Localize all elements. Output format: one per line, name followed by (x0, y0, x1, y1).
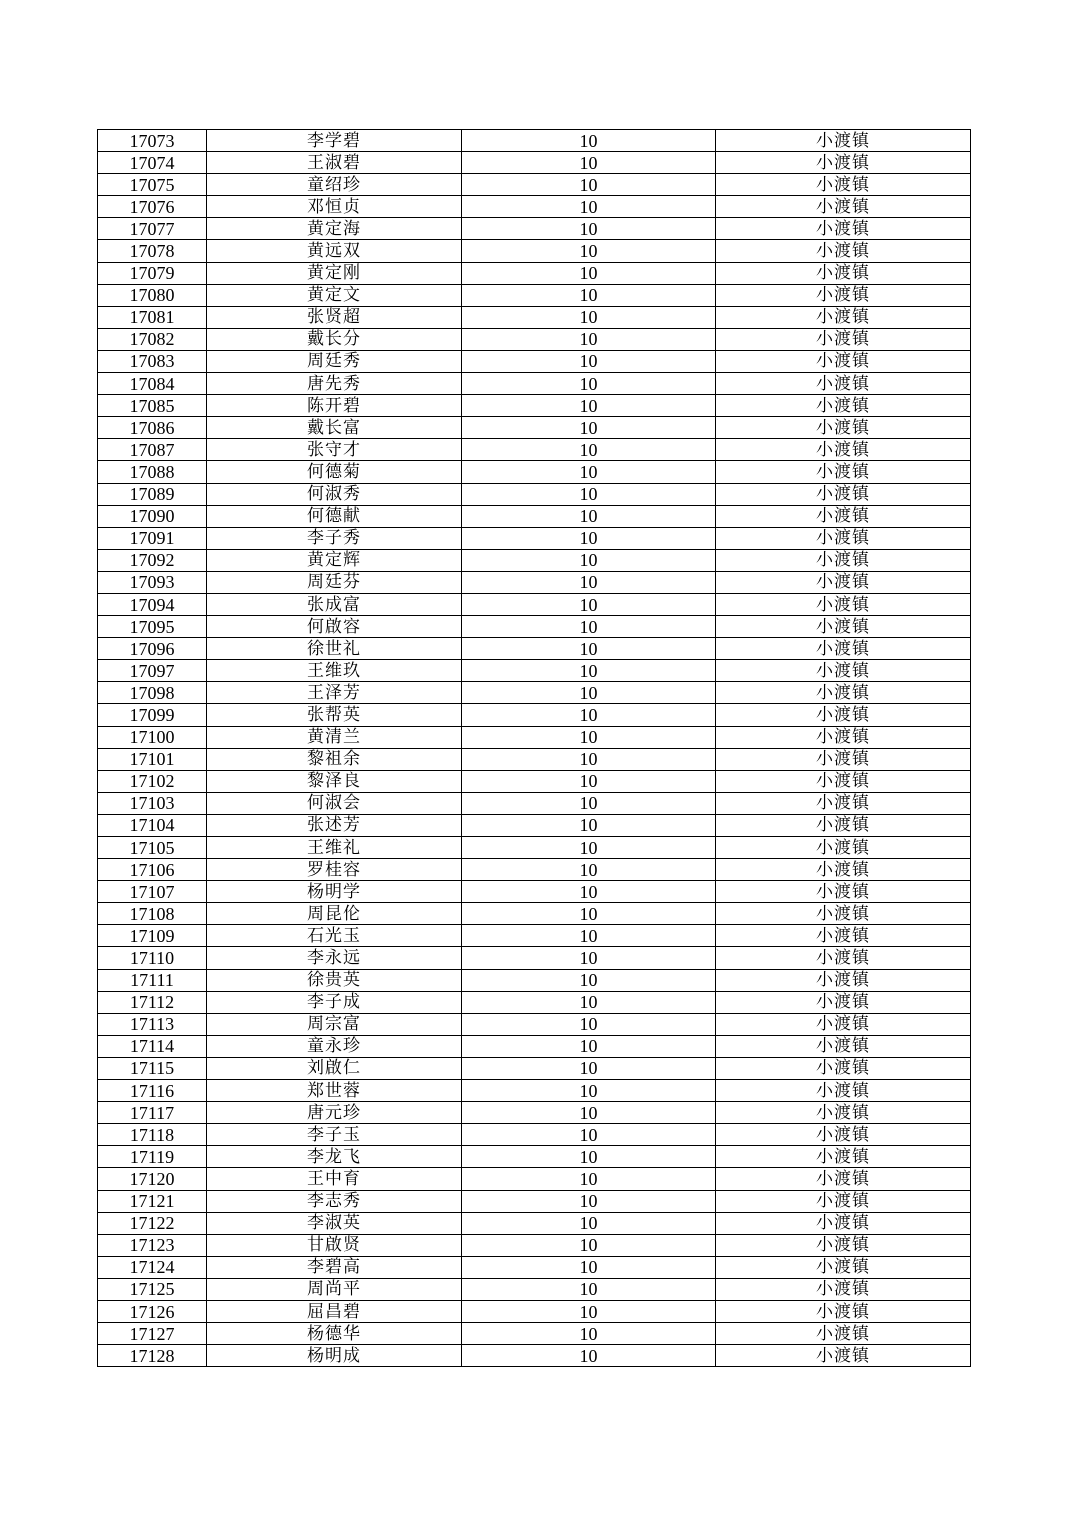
amount-cell: 10 (462, 328, 716, 350)
town-cell: 小渡镇 (716, 638, 971, 660)
table-row (98, 174, 971, 196)
town-cell: 小渡镇 (716, 152, 971, 174)
town-cell: 小渡镇 (716, 1212, 971, 1234)
name-cell: 李永远 (207, 947, 462, 969)
amount-cell: 10 (462, 483, 716, 505)
row-number-cell: 17088 (98, 461, 207, 483)
name-cell: 屈昌碧 (207, 1300, 462, 1322)
town-cell: 小渡镇 (716, 616, 971, 638)
town-cell: 小渡镇 (716, 859, 971, 881)
table-row (98, 549, 971, 571)
amount-cell: 10 (462, 748, 716, 770)
row-number-cell: 17076 (98, 196, 207, 218)
amount-cell: 10 (462, 571, 716, 593)
amount-cell: 10 (462, 903, 716, 925)
row-number-cell: 17100 (98, 726, 207, 748)
row-number-cell: 17075 (98, 174, 207, 196)
name-cell: 黄远双 (207, 240, 462, 262)
name-cell: 邓恒贞 (207, 196, 462, 218)
row-number-cell: 17125 (98, 1278, 207, 1300)
town-cell: 小渡镇 (716, 903, 971, 925)
amount-cell: 10 (462, 837, 716, 859)
amount-cell: 10 (462, 638, 716, 660)
row-number-cell: 17115 (98, 1057, 207, 1079)
name-cell: 何淑秀 (207, 483, 462, 505)
name-cell: 黄定刚 (207, 262, 462, 284)
row-number-cell: 17105 (98, 837, 207, 859)
town-cell: 小渡镇 (716, 682, 971, 704)
table-row (98, 527, 971, 549)
name-cell: 黄清兰 (207, 726, 462, 748)
amount-cell: 10 (462, 1102, 716, 1124)
row-number-cell: 17101 (98, 748, 207, 770)
name-cell: 李碧高 (207, 1256, 462, 1278)
amount-cell: 10 (462, 1080, 716, 1102)
table-row (98, 837, 971, 859)
amount-cell: 10 (462, 1212, 716, 1234)
town-cell: 小渡镇 (716, 417, 971, 439)
row-number-cell: 17093 (98, 571, 207, 593)
amount-cell: 10 (462, 284, 716, 306)
table-row (98, 350, 971, 372)
row-number-cell: 17118 (98, 1124, 207, 1146)
amount-cell: 10 (462, 947, 716, 969)
town-cell: 小渡镇 (716, 814, 971, 836)
town-cell: 小渡镇 (716, 1234, 971, 1256)
town-cell: 小渡镇 (716, 726, 971, 748)
town-cell: 小渡镇 (716, 991, 971, 1013)
name-cell: 王淑碧 (207, 152, 462, 174)
name-cell: 杨德华 (207, 1323, 462, 1345)
name-cell: 张守才 (207, 439, 462, 461)
name-cell: 陈开碧 (207, 395, 462, 417)
table-row (98, 461, 971, 483)
table-row (98, 1013, 971, 1035)
name-cell: 黎泽良 (207, 770, 462, 792)
table-row (98, 881, 971, 903)
name-cell: 张帮英 (207, 704, 462, 726)
name-cell: 李淑英 (207, 1212, 462, 1234)
name-cell: 唐元珍 (207, 1102, 462, 1124)
row-number-cell: 17114 (98, 1035, 207, 1057)
table-row (98, 726, 971, 748)
row-number-cell: 17099 (98, 704, 207, 726)
data-table (97, 129, 971, 1367)
table-row (98, 969, 971, 991)
name-cell: 周尚平 (207, 1278, 462, 1300)
amount-cell: 10 (462, 549, 716, 571)
table-row (98, 814, 971, 836)
amount-cell: 10 (462, 505, 716, 527)
row-number-cell: 17090 (98, 505, 207, 527)
name-cell: 唐先秀 (207, 373, 462, 395)
row-number-cell: 17096 (98, 638, 207, 660)
row-number-cell: 17086 (98, 417, 207, 439)
table-row (98, 395, 971, 417)
row-number-cell: 17077 (98, 218, 207, 240)
name-cell: 李志秀 (207, 1190, 462, 1212)
name-cell: 李子玉 (207, 1124, 462, 1146)
table-row (98, 1168, 971, 1190)
name-cell: 甘啟贤 (207, 1234, 462, 1256)
town-cell: 小渡镇 (716, 947, 971, 969)
amount-cell: 10 (462, 1234, 716, 1256)
table-row (98, 262, 971, 284)
row-number-cell: 17110 (98, 947, 207, 969)
row-number-cell: 17107 (98, 881, 207, 903)
table-row (98, 240, 971, 262)
table-row (98, 1278, 971, 1300)
name-cell: 黎祖余 (207, 748, 462, 770)
name-cell: 王维玖 (207, 660, 462, 682)
table-row (98, 748, 971, 770)
amount-cell: 10 (462, 1256, 716, 1278)
name-cell: 黄定辉 (207, 549, 462, 571)
town-cell: 小渡镇 (716, 1146, 971, 1168)
table-row (98, 682, 971, 704)
name-cell: 周宗富 (207, 1013, 462, 1035)
name-cell: 郑世蓉 (207, 1080, 462, 1102)
amount-cell: 10 (462, 1168, 716, 1190)
row-number-cell: 17084 (98, 373, 207, 395)
amount-cell: 10 (462, 1124, 716, 1146)
amount-cell: 10 (462, 174, 716, 196)
table-row (98, 152, 971, 174)
table-row (98, 1300, 971, 1322)
town-cell: 小渡镇 (716, 1300, 971, 1322)
amount-cell: 10 (462, 991, 716, 1013)
row-number-cell: 17122 (98, 1212, 207, 1234)
row-number-cell: 17116 (98, 1080, 207, 1102)
row-number-cell: 17120 (98, 1168, 207, 1190)
town-cell: 小渡镇 (716, 770, 971, 792)
amount-cell: 10 (462, 306, 716, 328)
table-row (98, 859, 971, 881)
table-row (98, 704, 971, 726)
table-row (98, 328, 971, 350)
name-cell: 杨明学 (207, 881, 462, 903)
table-row (98, 1102, 971, 1124)
amount-cell: 10 (462, 461, 716, 483)
amount-cell: 10 (462, 1278, 716, 1300)
name-cell: 戴长富 (207, 417, 462, 439)
table-row (98, 1035, 971, 1057)
amount-cell: 10 (462, 240, 716, 262)
row-number-cell: 17111 (98, 969, 207, 991)
town-cell: 小渡镇 (716, 748, 971, 770)
table-row (98, 991, 971, 1013)
name-cell: 周廷秀 (207, 350, 462, 372)
table-row (98, 925, 971, 947)
amount-cell: 10 (462, 527, 716, 549)
town-cell: 小渡镇 (716, 1345, 971, 1367)
amount-cell: 10 (462, 350, 716, 372)
row-number-cell: 17097 (98, 660, 207, 682)
row-number-cell: 17113 (98, 1013, 207, 1035)
amount-cell: 10 (462, 1323, 716, 1345)
name-cell: 何德菊 (207, 461, 462, 483)
name-cell: 罗桂容 (207, 859, 462, 881)
town-cell: 小渡镇 (716, 350, 971, 372)
row-number-cell: 17080 (98, 284, 207, 306)
table-row (98, 218, 971, 240)
town-cell: 小渡镇 (716, 549, 971, 571)
row-number-cell: 17119 (98, 1146, 207, 1168)
amount-cell: 10 (462, 1035, 716, 1057)
town-cell: 小渡镇 (716, 1035, 971, 1057)
name-cell: 张成富 (207, 593, 462, 615)
name-cell: 王中育 (207, 1168, 462, 1190)
table-row (98, 130, 971, 152)
name-cell: 何德献 (207, 505, 462, 527)
table-row (98, 638, 971, 660)
table-row (98, 947, 971, 969)
town-cell: 小渡镇 (716, 461, 971, 483)
name-cell: 周昆伦 (207, 903, 462, 925)
row-number-cell: 17081 (98, 306, 207, 328)
row-number-cell: 17082 (98, 328, 207, 350)
name-cell: 刘啟仁 (207, 1057, 462, 1079)
amount-cell: 10 (462, 417, 716, 439)
town-cell: 小渡镇 (716, 1124, 971, 1146)
row-number-cell: 17089 (98, 483, 207, 505)
amount-cell: 10 (462, 218, 716, 240)
row-number-cell: 17126 (98, 1300, 207, 1322)
amount-cell: 10 (462, 814, 716, 836)
row-number-cell: 17102 (98, 770, 207, 792)
town-cell: 小渡镇 (716, 660, 971, 682)
table-row (98, 1212, 971, 1234)
town-cell: 小渡镇 (716, 925, 971, 947)
name-cell: 何啟容 (207, 616, 462, 638)
table-row (98, 284, 971, 306)
row-number-cell: 17095 (98, 616, 207, 638)
name-cell: 杨明成 (207, 1345, 462, 1367)
table-body (98, 130, 971, 1367)
town-cell: 小渡镇 (716, 527, 971, 549)
town-cell: 小渡镇 (716, 130, 971, 152)
name-cell: 何淑会 (207, 792, 462, 814)
amount-cell: 10 (462, 770, 716, 792)
town-cell: 小渡镇 (716, 328, 971, 350)
town-cell: 小渡镇 (716, 571, 971, 593)
town-cell: 小渡镇 (716, 306, 971, 328)
row-number-cell: 17098 (98, 682, 207, 704)
row-number-cell: 17106 (98, 859, 207, 881)
row-number-cell: 17121 (98, 1190, 207, 1212)
name-cell: 石光玉 (207, 925, 462, 947)
town-cell: 小渡镇 (716, 174, 971, 196)
town-cell: 小渡镇 (716, 792, 971, 814)
amount-cell: 10 (462, 1300, 716, 1322)
row-number-cell: 17117 (98, 1102, 207, 1124)
town-cell: 小渡镇 (716, 593, 971, 615)
row-number-cell: 17127 (98, 1323, 207, 1345)
name-cell: 王泽芳 (207, 682, 462, 704)
table-row (98, 660, 971, 682)
town-cell: 小渡镇 (716, 1080, 971, 1102)
town-cell: 小渡镇 (716, 881, 971, 903)
town-cell: 小渡镇 (716, 1057, 971, 1079)
table-row (98, 306, 971, 328)
amount-cell: 10 (462, 373, 716, 395)
row-number-cell: 17094 (98, 593, 207, 615)
town-cell: 小渡镇 (716, 240, 971, 262)
table-row (98, 593, 971, 615)
amount-cell: 10 (462, 682, 716, 704)
amount-cell: 10 (462, 1146, 716, 1168)
amount-cell: 10 (462, 196, 716, 218)
table-row (98, 1345, 971, 1367)
table-row (98, 903, 971, 925)
town-cell: 小渡镇 (716, 1278, 971, 1300)
name-cell: 李学碧 (207, 130, 462, 152)
row-number-cell: 17091 (98, 527, 207, 549)
town-cell: 小渡镇 (716, 837, 971, 859)
table-row (98, 196, 971, 218)
table-row (98, 1190, 971, 1212)
amount-cell: 10 (462, 130, 716, 152)
name-cell: 李龙飞 (207, 1146, 462, 1168)
table-row (98, 1323, 971, 1345)
town-cell: 小渡镇 (716, 505, 971, 527)
row-number-cell: 17074 (98, 152, 207, 174)
row-number-cell: 17124 (98, 1256, 207, 1278)
amount-cell: 10 (462, 1190, 716, 1212)
name-cell: 黄定文 (207, 284, 462, 306)
name-cell: 童绍珍 (207, 174, 462, 196)
town-cell: 小渡镇 (716, 196, 971, 218)
amount-cell: 10 (462, 704, 716, 726)
amount-cell: 10 (462, 925, 716, 947)
row-number-cell: 17128 (98, 1345, 207, 1367)
row-number-cell: 17112 (98, 991, 207, 1013)
name-cell: 李子秀 (207, 527, 462, 549)
row-number-cell: 17092 (98, 549, 207, 571)
row-number-cell: 17073 (98, 130, 207, 152)
table-row (98, 770, 971, 792)
row-number-cell: 17104 (98, 814, 207, 836)
town-cell: 小渡镇 (716, 284, 971, 306)
row-number-cell: 17123 (98, 1234, 207, 1256)
town-cell: 小渡镇 (716, 704, 971, 726)
town-cell: 小渡镇 (716, 1190, 971, 1212)
amount-cell: 10 (462, 660, 716, 682)
town-cell: 小渡镇 (716, 1168, 971, 1190)
amount-cell: 10 (462, 792, 716, 814)
town-cell: 小渡镇 (716, 395, 971, 417)
name-cell: 童永珍 (207, 1035, 462, 1057)
row-number-cell: 17108 (98, 903, 207, 925)
table-row (98, 439, 971, 461)
row-number-cell: 17079 (98, 262, 207, 284)
amount-cell: 10 (462, 262, 716, 284)
town-cell: 小渡镇 (716, 1256, 971, 1278)
row-number-cell: 17109 (98, 925, 207, 947)
name-cell: 王维礼 (207, 837, 462, 859)
amount-cell: 10 (462, 726, 716, 748)
amount-cell: 10 (462, 616, 716, 638)
name-cell: 李子成 (207, 991, 462, 1013)
row-number-cell: 17083 (98, 350, 207, 372)
name-cell: 黄定海 (207, 218, 462, 240)
table-row (98, 571, 971, 593)
name-cell: 周廷芬 (207, 571, 462, 593)
town-cell: 小渡镇 (716, 483, 971, 505)
table-row (98, 1080, 971, 1102)
amount-cell: 10 (462, 593, 716, 615)
town-cell: 小渡镇 (716, 1323, 971, 1345)
row-number-cell: 17085 (98, 395, 207, 417)
town-cell: 小渡镇 (716, 1013, 971, 1035)
town-cell: 小渡镇 (716, 969, 971, 991)
name-cell: 张述芳 (207, 814, 462, 836)
table-row (98, 373, 971, 395)
table-row (98, 616, 971, 638)
town-cell: 小渡镇 (716, 262, 971, 284)
amount-cell: 10 (462, 859, 716, 881)
amount-cell: 10 (462, 395, 716, 417)
table-row (98, 505, 971, 527)
table-row (98, 792, 971, 814)
town-cell: 小渡镇 (716, 1102, 971, 1124)
town-cell: 小渡镇 (716, 218, 971, 240)
row-number-cell: 17103 (98, 792, 207, 814)
table-row (98, 1256, 971, 1278)
table-row (98, 1124, 971, 1146)
amount-cell: 10 (462, 1345, 716, 1367)
table-row (98, 1057, 971, 1079)
name-cell: 戴长分 (207, 328, 462, 350)
amount-cell: 10 (462, 152, 716, 174)
row-number-cell: 17087 (98, 439, 207, 461)
row-number-cell: 17078 (98, 240, 207, 262)
name-cell: 张贤超 (207, 306, 462, 328)
table-row (98, 483, 971, 505)
name-cell: 徐贵英 (207, 969, 462, 991)
amount-cell: 10 (462, 969, 716, 991)
town-cell: 小渡镇 (716, 439, 971, 461)
town-cell: 小渡镇 (716, 373, 971, 395)
name-cell: 徐世礼 (207, 638, 462, 660)
amount-cell: 10 (462, 881, 716, 903)
table-row (98, 1146, 971, 1168)
table-row (98, 417, 971, 439)
table-row (98, 1234, 971, 1256)
amount-cell: 10 (462, 1057, 716, 1079)
amount-cell: 10 (462, 439, 716, 461)
amount-cell: 10 (462, 1013, 716, 1035)
